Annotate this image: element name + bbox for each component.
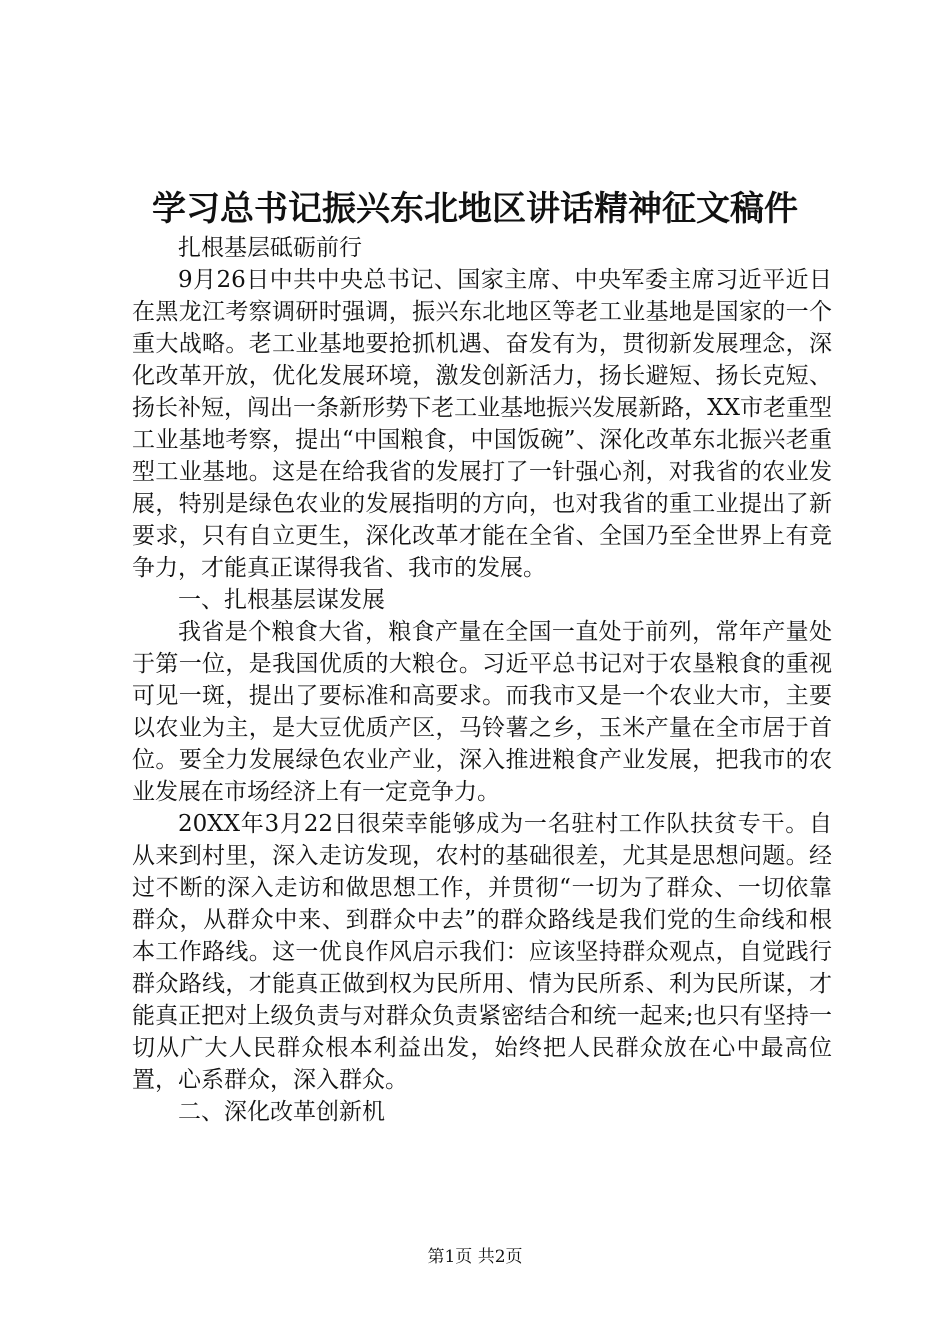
section-heading: 二、深化改革创新机 (178, 1099, 385, 1125)
body-paragraph: 我省是个粮食大省，粮食产量在全国一直处于前列，常年产量处于第一位，是我国优质的大粮仓。习近平总书记对于农垦粮食的重视可见一斑，提出了要标准和高要求。而我市又是一个农业大市，主要以农业为主，是大豆优质产区，马铃薯之乡，玉米产量在全市居于首位。要全力发展绿色农业产业，深入推进粮食产业发展，把我市的农业发展在市场经济上有一定竞争力。 (132, 619, 832, 805)
document-body (132, 232, 832, 1128)
subtitle-paragraph: 扎根基层砥砺前行 (178, 235, 362, 261)
page-footer: 第1页 共2页 (427, 1247, 523, 1267)
body-paragraph: 20XX年3月22日很荣幸能够成为一名驻村工作队扶贫专干。自从来到村里，深入走访发现，农村的基础很差，尤其是思想问题。经过不断的深入走访和做思想工作，并贯彻“一切为了群众、一切依靠群众，从群众中来、到群众中去”的群众路线是我们党的生命线和根本工作路线。这一优良作风启示我们：应该坚持群众观点，自觉践行群众路线，才能真正做到权为民所用、情为民所系、利为民所谋，才能真正把对上级负责与对群众负责紧密结合和统一起来;也只有坚持一切从广大人民群众根本利益出发，始终把人民群众放在心中最高位置，心系群众，深入群众。 (132, 811, 832, 1093)
document-title: 学习总书记振兴东北地区讲话精神征文稿件 (152, 189, 798, 229)
section-heading: 一、扎根基层谋发展 (178, 587, 385, 613)
body-paragraph: 9月26日中共中央总书记、国家主席、中央军委主席习近平近日在黑龙江考察调研时强调，振兴东北地区等老工业基地是国家的一个重大战略。老工业基地要抢抓机遇、奋发有为，贯彻新发展理念，深化改革开放，优化发展环境，激发创新活力，扬长避短、扬长克短、扬长补短，闯出一条新形势下老工业基地振兴发展新路，XX市老重型工业基地考察，提出“中国粮食，中国饭碗”、深化改革东北振兴老重型工业基地。这是在给我省的发展打了一针强心剂，对我省的农业发展，特别是绿色农业的发展指明的方向，也对我省的重工业提出了新要求，只有自立更生，深化改革才能在全省、全国乃至全世界上有竞争力，才能真正谋得我省、我市的发展。 (132, 267, 832, 581)
